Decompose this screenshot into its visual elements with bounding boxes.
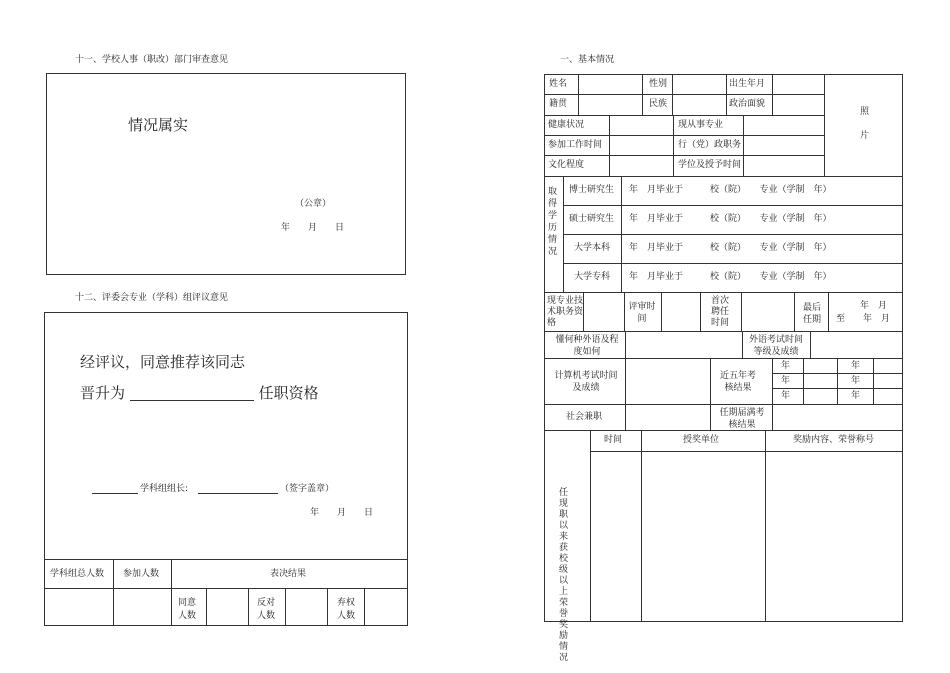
degree-phd: 博士研究生: [569, 185, 615, 195]
col-line: [673, 115, 674, 176]
major-label: 现从事专业: [678, 120, 724, 130]
col-line: [624, 292, 625, 331]
col-line: [609, 115, 610, 176]
section-1-title: 一、基本情况: [560, 55, 615, 65]
vote-table-top: [44, 559, 408, 560]
grad-text: 年 月毕业于 校（院） 专业（学制 年）: [629, 185, 832, 195]
col-line: [625, 404, 626, 430]
col-line: [661, 292, 662, 331]
row-line: [563, 205, 903, 206]
row-line: [544, 176, 903, 177]
section-12-line1: 经评议，同意推荐该同志: [80, 353, 246, 371]
degree-college: 大学专科: [574, 272, 611, 282]
term-end-label: 任期届满考核结果: [719, 408, 765, 430]
admin-post-label: 行（党）政职务: [678, 140, 742, 150]
first-appoint-label: 首次聘任时间: [710, 296, 729, 328]
row-line: [563, 263, 903, 264]
col-line: [726, 74, 727, 115]
term-range-1: 年 月: [860, 301, 888, 311]
vote-present-label: 参加人数: [123, 569, 160, 579]
col-line: [578, 74, 579, 115]
leader-prefix-line: [92, 493, 138, 494]
year-cell: 年: [851, 391, 861, 401]
gender-label: 性别: [649, 79, 668, 89]
year-cell: 年: [781, 391, 791, 401]
award-unit-header: 授奖单位: [683, 435, 720, 445]
grad-text: 年 月毕业于 校（院） 专业（学制 年）: [629, 243, 832, 253]
section-11-date: 年 月 日: [281, 223, 345, 233]
health-label: 健康状况: [548, 120, 585, 130]
vote-abstain-label: 弃权人数: [336, 598, 355, 621]
year-cell: 年: [851, 376, 861, 386]
political-label: 政治面貌: [729, 99, 766, 109]
col-line: [625, 358, 626, 404]
foreign-lang-label: 懂何种外语及程度如何: [555, 335, 619, 357]
vote-total-label: 学科组总人数: [50, 569, 105, 579]
col-line: [590, 430, 591, 622]
vote-result-label: 表决结果: [270, 569, 307, 579]
review-time-label: 评审时间: [628, 302, 656, 324]
photo-divider: [824, 74, 825, 176]
col-line: [741, 292, 742, 331]
col-line: [810, 331, 811, 358]
col-line: [700, 292, 701, 331]
name-label: 姓名: [549, 79, 568, 89]
vote-col-line: [113, 559, 114, 626]
col-line: [765, 430, 766, 622]
section-11-title: 十一、学校人事（职改）部门审查意见: [75, 55, 229, 65]
col-line: [742, 331, 743, 358]
col-line: [625, 331, 626, 358]
row-line: [544, 404, 903, 405]
section-11-opinion: 情况属实: [128, 116, 189, 134]
title-qual-label: 现专业技术职务资格: [547, 296, 584, 328]
five-year-label: 近五年考核结果: [719, 371, 756, 393]
row-line: [563, 234, 903, 235]
award-content-header: 奖励内容、荣誉称号: [793, 435, 875, 445]
col-line: [772, 74, 773, 115]
social-label: 社会兼职: [566, 412, 603, 422]
row-line: [544, 135, 824, 136]
vote-table-mid: [44, 588, 408, 589]
col-line: [743, 115, 744, 176]
award-group-label: 任现职以来获校级以上荣誉奖励情况: [557, 487, 567, 663]
vote-col-line: [327, 588, 328, 626]
section-12-date: 年 月 日: [310, 508, 374, 518]
col-line: [710, 404, 711, 430]
last-term-label: 最后任期: [802, 303, 821, 325]
col-line: [873, 358, 874, 404]
section-11-box: [46, 73, 406, 275]
vote-col-line: [206, 588, 207, 626]
foreign-exam-label: 外语考试时间等级及成绩: [748, 335, 803, 357]
row-line: [544, 115, 824, 116]
grad-text: 年 月毕业于 校（院） 专业（学制 年）: [629, 214, 832, 224]
leader-sign-note: （签字盖章）: [280, 484, 335, 494]
work-start-label: 参加工作时间: [548, 140, 603, 150]
col-line: [642, 74, 643, 115]
award-time-header: 时间: [604, 435, 623, 445]
leader-sign-line[interactable]: [198, 493, 278, 494]
vote-col-line: [171, 559, 172, 626]
row-line: [590, 451, 903, 452]
photo-label-2: 片: [860, 131, 870, 141]
degree-group-label: 取得学历情况: [548, 187, 558, 257]
photo-label: 照: [860, 107, 870, 117]
term-range-2: 至 年 月: [836, 314, 891, 324]
row-line: [772, 388, 903, 389]
row-line: [544, 155, 824, 156]
row-line: [544, 331, 903, 332]
vote-col-line: [285, 588, 286, 626]
native-place-label: 籍贯: [549, 99, 568, 109]
col-line: [583, 292, 584, 331]
grad-text: 年 月毕业于 校（院） 专业（学制 年）: [629, 272, 832, 282]
row-line: [544, 94, 824, 95]
year-cell: 年: [781, 361, 791, 371]
birth-label: 出生年月: [729, 79, 766, 89]
ethnic-label: 民族: [649, 99, 668, 109]
degree-time-label: 学位及授予时间: [678, 160, 742, 170]
degree-master: 硕士研究生: [569, 214, 615, 224]
computer-exam-label: 计算机考试时间及成绩: [554, 371, 618, 393]
year-cell: 年: [851, 361, 861, 371]
col-line: [794, 292, 795, 331]
promote-prefix: 晋升为: [80, 384, 126, 402]
year-cell: 年: [781, 376, 791, 386]
education-label: 文化程度: [548, 160, 585, 170]
row-line: [544, 292, 903, 293]
section-12-title: 十二、评委会专业（学科）组评议意见: [75, 293, 229, 303]
row-line: [544, 358, 903, 359]
col-line: [710, 358, 711, 404]
degree-bachelor: 大学本科: [574, 243, 611, 253]
vote-oppose-label: 反对人数: [256, 598, 275, 621]
section-12-line2: [80, 386, 319, 401]
vote-col-line: [364, 588, 365, 626]
promote-title-blank[interactable]: [130, 386, 254, 401]
row-line: [772, 373, 903, 374]
col-line: [837, 358, 838, 404]
col-line: [672, 74, 673, 115]
col-line: [803, 358, 804, 404]
col-line: [641, 430, 642, 622]
col-line: [772, 404, 773, 430]
vote-agree-label: 同意人数: [177, 598, 196, 621]
col-line: [828, 292, 829, 331]
section-11-seal: （公章）: [295, 199, 332, 209]
leader-label: 学科组组长:: [140, 484, 189, 494]
vote-col-line: [248, 588, 249, 626]
col-line: [772, 358, 773, 404]
promote-suffix: 任职资格: [258, 384, 319, 402]
